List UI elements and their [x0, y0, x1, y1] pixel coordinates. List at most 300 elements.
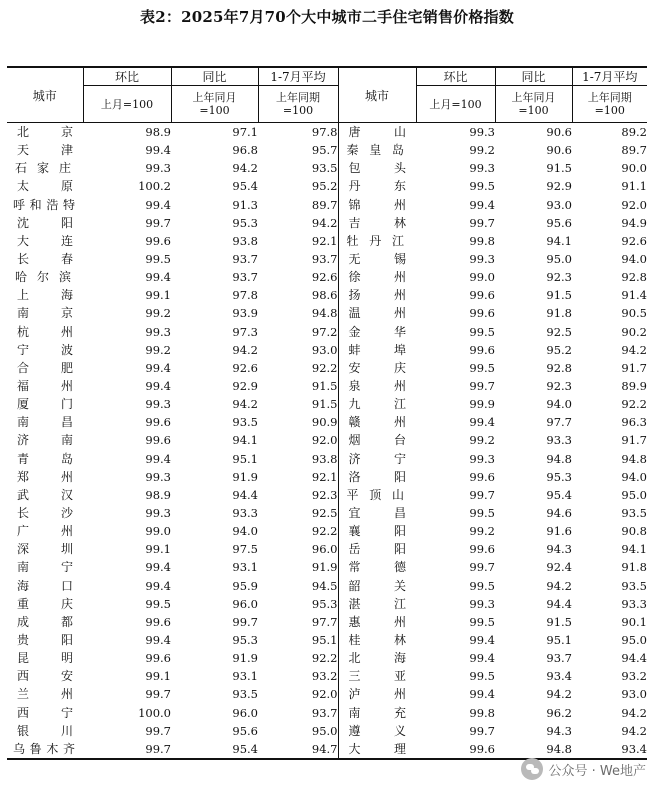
yoy-value: 96.0	[232, 705, 258, 720]
table-row	[7, 359, 647, 377]
mom-value: 99.3	[145, 161, 171, 176]
yoy-value: 92.6	[232, 360, 258, 375]
mom-value: 99.3	[469, 596, 495, 611]
avg-value: 94.0	[621, 252, 647, 267]
city-name: 南充	[338, 704, 416, 722]
mom-value: 98.9	[145, 125, 171, 140]
city-name: 丹东	[338, 177, 416, 195]
avg-value: 95.0	[621, 633, 647, 647]
table-row	[7, 740, 647, 759]
city-name: 广州	[17, 524, 73, 539]
avg-value: 90.1	[621, 614, 647, 629]
mom-value: 99.6	[469, 306, 495, 321]
table-row	[7, 486, 647, 504]
yoy-value: 95.1	[546, 633, 572, 647]
yoy-value: 93.1	[232, 560, 258, 575]
city-name: 三亚	[338, 667, 416, 685]
mom-value: 99.4	[469, 197, 495, 212]
avg-value: 91.8	[621, 560, 647, 575]
yoy-value: 91.5	[546, 288, 572, 303]
mom-value: 99.6	[469, 741, 495, 756]
mom-value: 99.2	[469, 433, 495, 448]
mom-value: 99.3	[469, 451, 495, 466]
yoy-value: 93.3	[546, 433, 572, 448]
avg-value: 93.5	[621, 578, 647, 593]
mom-value: 99.6	[469, 288, 495, 303]
mom-value: 99.7	[469, 560, 495, 575]
city-name: 成都	[17, 614, 73, 629]
yoy-value: 95.0	[546, 252, 572, 267]
city-name: 金华	[338, 323, 416, 341]
city-name: 温州	[338, 304, 416, 322]
header-city-right: 城市	[338, 67, 416, 123]
mom-value: 99.7	[145, 687, 171, 702]
city-name: 锦州	[338, 196, 416, 214]
header-yoy-left: 同比	[171, 67, 258, 86]
city-name: 哈尔滨	[15, 270, 71, 285]
yoy-value: 94.1	[232, 433, 258, 448]
yoy-value: 94.1	[546, 233, 572, 248]
city-name: 重庆	[17, 596, 73, 611]
yoy-value: 95.3	[546, 469, 572, 484]
avg-value: 93.7	[311, 705, 338, 720]
avg-value: 97.7	[311, 614, 338, 629]
table-row	[7, 141, 647, 159]
avg-value: 94.4	[621, 651, 647, 666]
mom-value: 99.4	[145, 270, 171, 285]
city-name: 郑州	[17, 469, 73, 484]
avg-value: 91.5	[311, 397, 338, 412]
city-name: 宜昌	[338, 504, 416, 522]
city-name: 海口	[17, 578, 73, 593]
yoy-value: 97.5	[232, 542, 258, 557]
city-name: 兰州	[17, 687, 73, 702]
yoy-value: 94.2	[232, 161, 258, 176]
header-yoy-base-left: 上年同月 =100	[171, 86, 258, 123]
city-name: 桂林	[338, 631, 416, 649]
city-name: 济宁	[338, 450, 416, 468]
table-row	[7, 522, 647, 540]
city-name: 泉州	[338, 377, 416, 395]
avg-value: 92.6	[621, 233, 647, 248]
avg-value: 97.8	[311, 125, 338, 140]
yoy-value: 95.4	[232, 179, 258, 194]
avg-value: 98.6	[311, 288, 338, 303]
table-row	[7, 540, 647, 558]
table-row	[7, 704, 647, 722]
table-row	[7, 177, 647, 195]
header-mom-right: 环比	[416, 67, 495, 86]
yoy-value: 92.3	[546, 270, 572, 285]
avg-value: 94.2	[621, 342, 647, 357]
avg-value: 92.8	[621, 270, 647, 285]
yoy-value: 99.7	[232, 614, 258, 629]
mom-value: 99.4	[145, 633, 171, 647]
mom-value: 99.3	[469, 252, 495, 267]
yoy-value: 94.3	[546, 542, 572, 557]
yoy-value: 95.4	[232, 741, 258, 756]
yoy-value: 93.3	[232, 506, 258, 521]
avg-value: 90.2	[621, 324, 647, 339]
mom-value: 99.3	[469, 125, 495, 140]
yoy-value: 94.4	[546, 596, 572, 611]
table-row	[7, 595, 647, 613]
yoy-value: 91.8	[546, 306, 572, 321]
table-row	[7, 123, 647, 142]
avg-value: 92.0	[311, 687, 338, 702]
yoy-value: 93.4	[546, 669, 572, 684]
avg-value: 93.2	[311, 669, 338, 684]
mom-value: 99.2	[145, 342, 171, 357]
mom-value: 99.4	[469, 651, 495, 666]
avg-value: 94.2	[621, 723, 647, 738]
city-name: 牡丹江	[338, 232, 416, 250]
yoy-value: 93.5	[232, 415, 258, 430]
table-row	[7, 196, 647, 214]
avg-value: 89.7	[621, 143, 647, 158]
city-name: 银川	[17, 723, 73, 738]
table-row	[7, 304, 647, 322]
city-name: 洛阳	[338, 468, 416, 486]
mom-value: 99.9	[469, 397, 495, 412]
city-name: 常德	[338, 558, 416, 576]
yoy-value: 95.2	[546, 342, 572, 357]
table-row	[7, 232, 647, 250]
yoy-value: 95.1	[232, 451, 258, 466]
city-name: 蚌埠	[338, 341, 416, 359]
yoy-value: 92.9	[232, 379, 258, 394]
city-name: 九江	[338, 395, 416, 413]
avg-value: 93.3	[621, 596, 647, 611]
table-row	[7, 577, 647, 595]
avg-value: 92.2	[311, 524, 338, 539]
mom-value: 99.1	[145, 669, 171, 684]
mom-value: 99.2	[469, 143, 495, 158]
city-name: 惠州	[338, 613, 416, 631]
mom-value: 99.7	[469, 723, 495, 738]
mom-value: 99.4	[145, 451, 171, 466]
mom-value: 99.4	[145, 360, 171, 375]
yoy-value: 95.6	[232, 723, 258, 738]
mom-value: 99.7	[469, 215, 495, 230]
header-mom-left: 环比	[83, 67, 171, 86]
avg-value: 94.2	[311, 215, 338, 230]
header-row-1	[7, 67, 647, 86]
avg-value: 89.9	[621, 379, 647, 394]
city-name: 宁波	[17, 342, 73, 357]
mom-value: 99.4	[145, 197, 171, 212]
yoy-value: 97.7	[546, 415, 572, 430]
avg-value: 92.2	[621, 397, 647, 412]
mom-value: 99.5	[469, 179, 495, 194]
city-name: 吉林	[338, 214, 416, 232]
yoy-value: 93.1	[232, 669, 258, 684]
yoy-value: 93.7	[232, 270, 258, 285]
header-row-2	[7, 86, 647, 123]
yoy-value: 93.7	[546, 651, 572, 666]
city-name: 韶关	[338, 577, 416, 595]
mom-value: 99.0	[145, 524, 171, 539]
table-row	[7, 413, 647, 431]
avg-value: 94.7	[311, 741, 338, 756]
city-name: 大理	[338, 740, 416, 759]
city-name: 武汉	[17, 487, 73, 502]
avg-value: 94.8	[621, 451, 647, 466]
mom-value: 99.3	[145, 506, 171, 521]
avg-value: 90.0	[621, 161, 647, 176]
mom-value: 99.7	[145, 723, 171, 738]
mom-value: 99.3	[145, 324, 171, 339]
mom-value: 99.4	[145, 578, 171, 593]
avg-value: 93.0	[311, 342, 338, 357]
yoy-value: 94.2	[546, 687, 572, 702]
city-name: 徐州	[338, 268, 416, 286]
avg-value: 96.3	[621, 415, 647, 430]
avg-value: 93.7	[311, 252, 338, 267]
mom-value: 99.2	[145, 306, 171, 321]
city-name: 济南	[17, 433, 73, 448]
mom-value: 99.1	[145, 542, 171, 557]
city-name: 遵义	[338, 722, 416, 740]
mom-value: 99.0	[469, 270, 495, 285]
avg-value: 90.5	[621, 306, 647, 321]
header-yoy-base-right: 上年同月 =100	[495, 86, 572, 123]
yoy-value: 94.3	[546, 723, 572, 738]
avg-value: 95.3	[311, 596, 338, 611]
table-row	[7, 159, 647, 177]
mom-value: 99.5	[469, 669, 495, 684]
city-name: 厦门	[17, 397, 73, 412]
table-row	[7, 613, 647, 631]
avg-value: 89.2	[621, 125, 647, 140]
table-row	[7, 286, 647, 304]
yoy-value: 93.7	[232, 252, 258, 267]
yoy-value: 94.4	[232, 487, 258, 502]
avg-value: 95.0	[311, 723, 338, 738]
table-title: 表2：2025年7月70个大中城市二手住宅销售价格指数	[140, 8, 514, 26]
mom-value: 99.4	[469, 415, 495, 430]
avg-value: 91.7	[621, 360, 647, 375]
mom-value: 99.4	[469, 633, 495, 647]
table-row	[7, 395, 647, 413]
yoy-value: 91.5	[546, 614, 572, 629]
mom-value: 99.6	[145, 614, 171, 629]
yoy-value: 92.5	[546, 324, 572, 339]
avg-value: 93.5	[621, 506, 647, 521]
city-name: 福州	[17, 379, 73, 394]
table-row	[7, 341, 647, 359]
city-name: 烟台	[338, 431, 416, 449]
avg-value: 91.1	[621, 179, 647, 194]
mom-value: 99.5	[469, 360, 495, 375]
avg-value: 92.1	[311, 469, 338, 484]
yoy-value: 97.1	[232, 125, 258, 140]
avg-value: 93.4	[621, 741, 647, 756]
table-row	[7, 214, 647, 232]
price-index-table	[7, 66, 647, 760]
mom-value: 99.6	[469, 469, 495, 484]
table-row	[7, 722, 647, 740]
yoy-value: 93.8	[232, 233, 258, 248]
city-name: 包头	[338, 159, 416, 177]
avg-value: 94.2	[621, 705, 647, 720]
city-name: 北京	[17, 125, 73, 140]
avg-value: 92.5	[311, 506, 338, 521]
table-row	[7, 504, 647, 522]
mom-value: 99.4	[145, 379, 171, 394]
city-name: 扬州	[338, 286, 416, 304]
yoy-value: 91.5	[546, 161, 572, 176]
yoy-value: 97.8	[232, 288, 258, 303]
city-name: 贵阳	[17, 633, 73, 647]
city-name: 乌鲁木齐	[13, 741, 75, 756]
city-name: 北海	[338, 649, 416, 667]
yoy-value: 95.9	[232, 578, 258, 593]
mom-value: 99.8	[469, 705, 495, 720]
table-row	[7, 685, 647, 703]
watermark-text: 公众号 · We地产	[548, 763, 646, 779]
avg-value: 95.1	[311, 633, 338, 647]
yoy-value: 91.3	[232, 197, 258, 212]
city-name: 平顶山	[338, 486, 416, 504]
yoy-value: 96.2	[546, 705, 572, 720]
city-name: 南昌	[17, 415, 73, 430]
avg-value: 94.5	[311, 578, 338, 593]
mom-value: 99.4	[469, 687, 495, 702]
avg-value: 92.3	[311, 487, 338, 502]
table-row	[7, 323, 647, 341]
mom-value: 99.4	[145, 560, 171, 575]
avg-value: 93.5	[311, 161, 338, 176]
avg-value: 93.8	[311, 451, 338, 466]
avg-value: 94.1	[621, 542, 647, 557]
header-avg-base-right: 上年同期 =100	[572, 86, 647, 123]
header-city-left: 城市	[7, 67, 83, 123]
city-name: 西安	[17, 669, 73, 684]
city-name: 青岛	[17, 451, 73, 466]
city-name: 襄阳	[338, 522, 416, 540]
mom-value: 99.5	[469, 506, 495, 521]
yoy-value: 94.2	[232, 342, 258, 357]
avg-value: 95.7	[311, 143, 338, 158]
table-row	[7, 268, 647, 286]
mom-value: 100.0	[138, 705, 171, 720]
mom-value: 99.4	[145, 143, 171, 158]
city-name: 秦皇岛	[338, 141, 416, 159]
table-row	[7, 631, 647, 649]
city-name: 湛江	[338, 595, 416, 613]
yoy-value: 93.0	[546, 197, 572, 212]
city-name: 泸州	[338, 685, 416, 703]
avg-value: 91.9	[311, 560, 338, 575]
yoy-value: 92.8	[546, 360, 572, 375]
avg-value: 95.2	[311, 179, 338, 194]
yoy-value: 91.6	[546, 524, 572, 539]
mom-value: 99.6	[145, 233, 171, 248]
header-avg-base-left: 上年同期 =100	[258, 86, 338, 123]
table-row	[7, 450, 647, 468]
watermark	[521, 758, 647, 780]
mom-value: 99.3	[469, 161, 495, 176]
mom-value: 98.9	[145, 487, 171, 502]
yoy-value: 90.6	[546, 125, 572, 140]
city-name: 杭州	[17, 324, 73, 339]
mom-value: 99.6	[145, 433, 171, 448]
yoy-value: 92.4	[546, 560, 572, 575]
yoy-value: 94.8	[546, 741, 572, 756]
yoy-value: 94.2	[232, 397, 258, 412]
yoy-value: 92.3	[546, 379, 572, 394]
yoy-value: 94.0	[232, 524, 258, 539]
table-row	[7, 431, 647, 449]
city-name: 天津	[17, 143, 73, 158]
avg-value: 90.9	[311, 415, 338, 430]
table-row	[7, 649, 647, 667]
avg-value: 89.7	[311, 197, 338, 212]
city-name: 呼和浩特	[13, 197, 75, 212]
yoy-value: 92.9	[546, 179, 572, 194]
mom-value: 99.7	[469, 379, 495, 394]
header-avg-right: 1-7月平均	[572, 67, 647, 86]
mom-value: 99.5	[469, 614, 495, 629]
mom-value: 99.7	[145, 215, 171, 230]
avg-value: 92.2	[311, 651, 338, 666]
table-row	[7, 250, 647, 268]
avg-value: 92.0	[621, 197, 647, 212]
avg-value: 96.0	[311, 542, 338, 557]
city-name: 南宁	[17, 560, 73, 575]
avg-value: 91.5	[311, 379, 338, 394]
yoy-value: 91.9	[232, 651, 258, 666]
table-row	[7, 558, 647, 576]
city-name: 深圳	[17, 542, 73, 557]
yoy-value: 94.0	[546, 397, 572, 412]
yoy-value: 93.9	[232, 306, 258, 321]
mom-value: 99.6	[145, 415, 171, 430]
avg-value: 93.2	[621, 669, 647, 684]
city-name: 合肥	[17, 360, 73, 375]
avg-value: 95.0	[621, 487, 647, 502]
avg-value: 93.0	[621, 687, 647, 702]
mom-value: 99.7	[145, 741, 171, 756]
avg-value: 92.1	[311, 233, 338, 248]
avg-value: 92.6	[311, 270, 338, 285]
mom-value: 99.5	[469, 578, 495, 593]
avg-value: 94.9	[621, 215, 647, 230]
city-name: 上海	[17, 288, 73, 303]
yoy-value: 93.5	[232, 687, 258, 702]
mom-value: 99.6	[469, 542, 495, 557]
yoy-value: 97.3	[232, 324, 258, 339]
city-name: 长沙	[17, 506, 73, 521]
mom-value: 99.5	[145, 596, 171, 611]
header-avg-left: 1-7月平均	[258, 67, 338, 86]
yoy-value: 95.4	[546, 487, 572, 502]
header-mom-base-left: 上月=100	[83, 86, 171, 123]
avg-value: 91.4	[621, 288, 647, 303]
yoy-value: 94.2	[546, 578, 572, 593]
city-name: 石家庄	[15, 161, 71, 176]
avg-value: 90.8	[621, 524, 647, 539]
yoy-value: 96.8	[232, 143, 258, 158]
city-name: 南京	[17, 306, 73, 321]
mom-value: 100.2	[138, 179, 171, 194]
mom-value: 99.1	[145, 288, 171, 303]
yoy-value: 94.6	[546, 506, 572, 521]
mom-value: 99.7	[469, 487, 495, 502]
avg-value: 97.2	[311, 324, 338, 339]
city-name: 长春	[17, 252, 73, 267]
